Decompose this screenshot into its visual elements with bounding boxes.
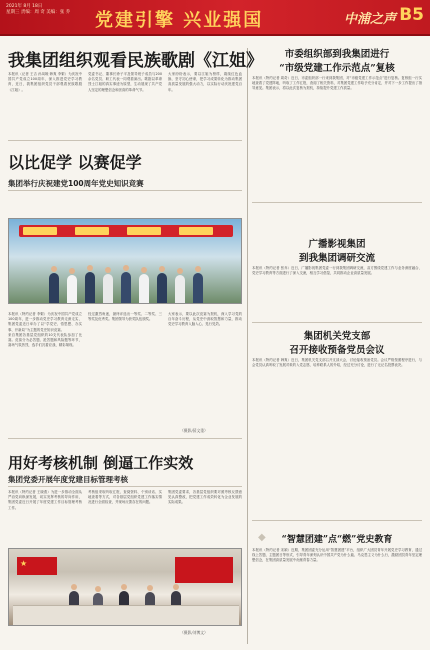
person-head [123, 265, 129, 271]
person-head [121, 584, 127, 590]
article2-col [88, 312, 162, 426]
person [157, 273, 167, 303]
r2-headline-2: 到我集团调研交流 [298, 253, 375, 264]
article2-paragraph: 本报讯（特约记者 李繁）为庆祝中国共产党成立100周年，进一步推动党史学习教育走深走实，集团党委近日举办了以“学党史、悟思想、办实事、开新局”为主题的党史知识竞赛。 [8, 312, 82, 332]
article2-headline: 以比促学 以赛促学 [8, 153, 142, 172]
article1-paragraph: 本报讯（记者 王吉 孙凤娥 韩爽 李繁）为庆祝中国共产党成立100周年，深入推进党史学习教育，近日，我集团组织党员干部观看民族歌剧《江姐》。 [8, 72, 82, 92]
article3-paragraph: 集团党委要求，各基层党组织要对照考核反馈意见认真整改，把党建工作成效转化为企业发展的实际成果。 [168, 490, 242, 505]
person-head [195, 266, 201, 272]
person-head [159, 266, 165, 272]
r2-body: 本报讯（特约记者 张乔）近日，广播影视集团党委一行到我集团调研交流，双方围绕党建工作与业务深度融合、党史学习教育等方面进行了深入交流，相互学习借鉴，共同推动企业高质量发展。 [252, 266, 422, 276]
banner-tag [127, 227, 161, 235]
divider [252, 322, 422, 323]
photo-credit: （摄影/刘博文） [180, 630, 208, 635]
article3-headline: 用好考核机制 倒逼工作实效 [8, 454, 194, 472]
party-flag: ★ [17, 557, 57, 575]
person-head [147, 585, 153, 591]
article2-paragraph: 大家表示，要以此次竞赛为契机，深入学习党的百年奋斗历程，从党史中汲取智慧和力量，推动党史学习教育入脑入心、见行见效。 [168, 312, 242, 327]
banner-tag [23, 227, 57, 235]
photo-credit: （摄影/薛文重） [180, 428, 208, 433]
meeting-table [13, 605, 239, 625]
r4-body: 本报讯（特约记者 宋颖）近期，集团团委充分运用“智慧团建”平台，组织广大团员青年开展党史学习教育，通过线上答题、主题团日等形式，引导青年深刻认识中国共产党为什么能、马克思主义为什么行，激励团员青年坚定理想信念，在集团高质量发展中贡献青春力量。 [252, 548, 422, 563]
person-head [51, 266, 57, 272]
person [103, 274, 113, 303]
article2-paragraph: 来自集团各基层党组织的10支代表队参加了比赛。竞赛分为必答题、抢答题和风险题等环节，赛场气氛热烈，选手们沉着应战、精彩频现。 [8, 332, 82, 348]
person [121, 272, 131, 303]
article3-paragraph: 本报讯（特约记者 王晓燕）为进一步推动全面从严治党向纵深发展，切实发挥考核的导向作用，集团党委近日开展了年度党建工作目标管理考核工作。 [8, 490, 82, 510]
r1-headline: 市委组织部到我集团进行 [284, 49, 390, 60]
person-head [105, 267, 111, 273]
article1-paragraph: 大家纷纷表示，要以江姐为榜样，赓续红色血脉，坚守初心使命，把学习成果转化为推动集团高质量发展的强大动力，以实际行动庆祝建党百年。 [168, 72, 242, 92]
editor-line: 星期三 责编：周 奇 美编：张 乔 [6, 10, 71, 15]
person-head [87, 265, 93, 271]
masthead-date [6, 4, 70, 16]
r3-headline-2: 召开接收预备党员会议 [289, 345, 385, 356]
article2-col [168, 312, 242, 426]
masthead-rule [0, 34, 430, 36]
article1-col [8, 72, 82, 132]
r1-headline-2: “市级党建工作示范点”复核 [279, 63, 395, 74]
masthead [0, 0, 430, 34]
meeting-photo [8, 548, 242, 626]
banner-tag [75, 227, 109, 235]
article1-headline: 我集团组织观看民族歌剧《江姐》 [8, 51, 263, 71]
person [67, 275, 77, 303]
article1-body [8, 72, 242, 132]
person [85, 272, 95, 303]
banner-tag [179, 227, 213, 235]
r4-headline: “智慧团建”点“燃”党史教育 [281, 535, 393, 545]
divider [8, 190, 242, 191]
divider [8, 486, 242, 487]
wall-board [175, 557, 233, 583]
article2-col [8, 312, 82, 426]
article3-col [168, 490, 242, 544]
article2-subhead: 集团举行庆祝建党100周年党史知识竞赛 [8, 179, 144, 188]
article1-paragraph: 党委书记、董事长徐子平及领导班子成员与200余名党员、职工代表一同观看演出。歌剧以革命烈士江姐的真实事迹为原型，生动展现了共产党人坚定的理想信念和崇高的革命气节。 [88, 72, 162, 92]
person-head [141, 267, 147, 273]
page-number: B5 [399, 5, 424, 25]
date-line: 2021年 8月 18日 [6, 4, 43, 9]
quiz-photo [8, 218, 242, 304]
person-head [95, 586, 101, 592]
quiz-banner [19, 225, 233, 237]
person [175, 275, 185, 303]
person-head [69, 268, 75, 274]
masthead-section: 中浦之声 [343, 12, 396, 27]
article3-col [88, 490, 162, 544]
person-head [173, 584, 179, 590]
article1-col [168, 72, 242, 132]
r2-headline: 广播影视集团 [308, 239, 366, 250]
divider [252, 202, 422, 203]
divider [252, 520, 422, 521]
article2-paragraph: 经过激烈角逐，最终评选出一等奖、二等奖、三等奖及优秀奖。集团领导为获奖队伍颁奖。 [88, 312, 162, 322]
r1-body: 本报讯（特约记者 周奇）近日，市委组织部一行来到我集团，对“市级党建工作示范点”进行复核。复核组一行实地查看了党建阵地，听取了工作汇报，查阅了相关资料，对集团党建工作给予充分肯定，并对下一步工作提出了指导意见。集团表示，将以此次复核为契机，持续提升党建工作质量。 [252, 76, 422, 91]
article2-body [8, 312, 242, 426]
divider [8, 438, 242, 439]
column-divider [247, 48, 248, 644]
r3-headline: 集团机关党支部 [303, 331, 371, 342]
person [193, 273, 203, 303]
decorative-glyph: ◆ [258, 532, 266, 543]
masthead-title: 党建引擎 兴业强国 [95, 10, 264, 31]
article3-paragraph: 考核组采取听取汇报、查阅资料、个别谈话、实地查看等方式，对各基层党组织党建工作落实情况进行全面检查，并现场反馈存在的问题。 [88, 490, 162, 505]
person [49, 273, 59, 303]
person-head [71, 584, 77, 590]
article1-col [88, 72, 162, 132]
divider [8, 140, 242, 141]
r3-body: 本报讯（特约记者 韩爽）近日，集团机关党支部召开支部大会，讨论接收预备党员。会议严格按照程序进行，与会党员认真听取了发展对象的入党志愿、培养联系人的介绍，经过充分讨论，进行了无记名投票表决。 [252, 358, 422, 368]
article3-col [8, 490, 82, 544]
person-head [177, 268, 183, 274]
article3-body [8, 490, 242, 544]
article3-subhead: 集团党委开展年度党建目标管理考核 [8, 475, 128, 484]
person [139, 274, 149, 303]
